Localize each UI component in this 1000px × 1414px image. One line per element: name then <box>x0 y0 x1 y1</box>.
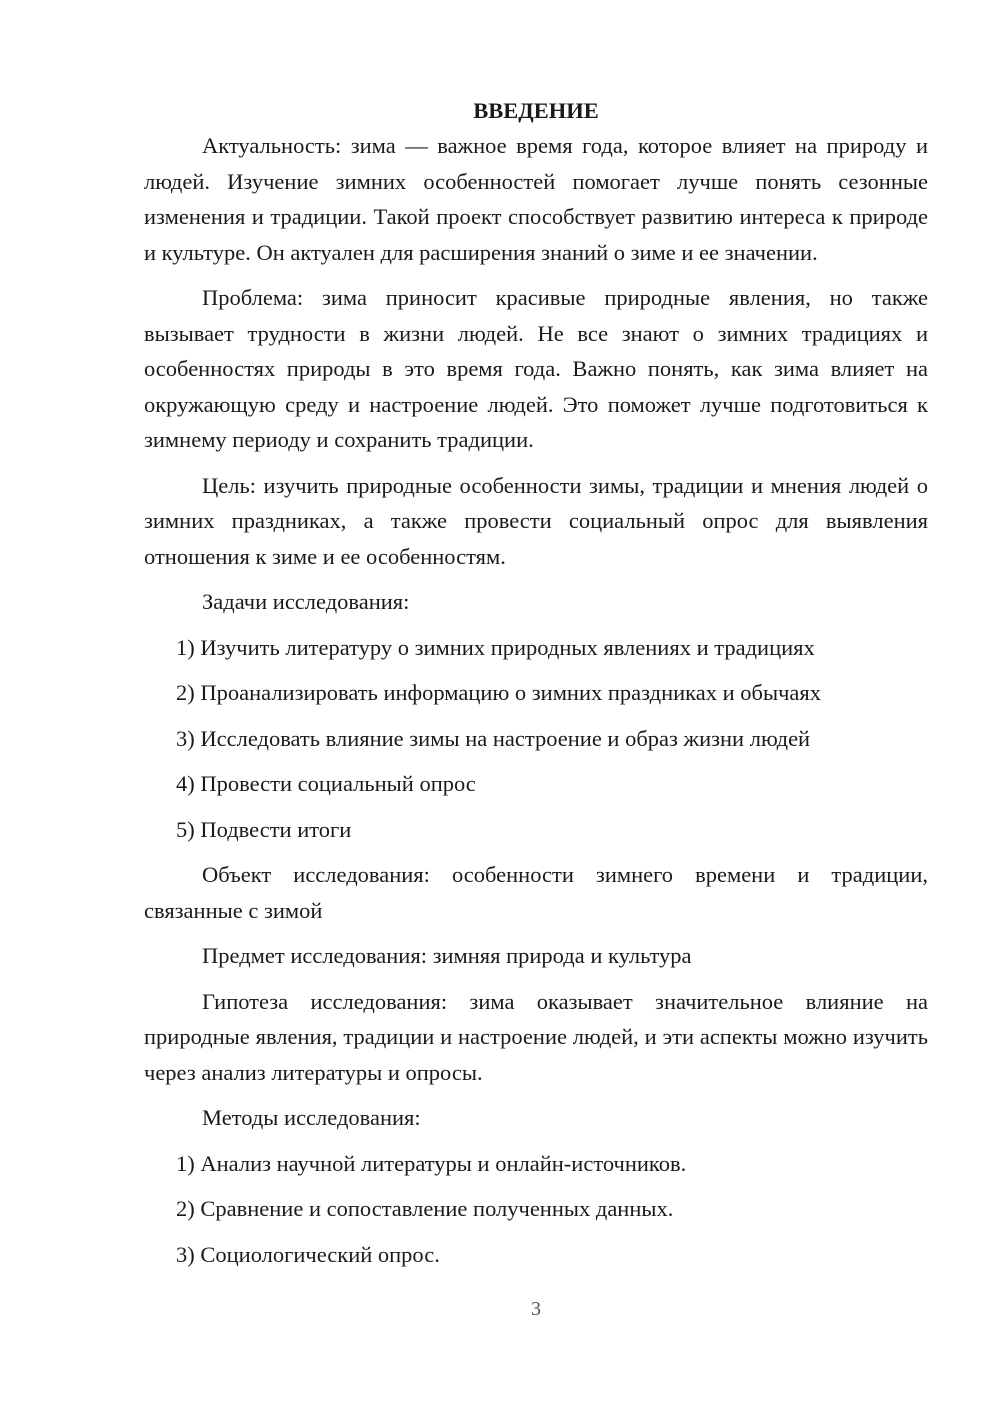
problem-paragraph: Проблема: зима приносит красивые природные явления, но также вызывает трудности в жизни людей. Не все знают о зимних традициях и особенностях природы в это время года. Важно понять, как зима влияет на окружающую среду и настроение людей. Это поможет лучше подготовиться к зимнему периоду и сохранить традиции. <box>144 285 928 452</box>
list-item: 3) Исследовать влияние зимы на настроение и образ жизни людей <box>176 725 811 751</box>
page-number: 3 <box>531 1298 541 1320</box>
list-item: 1) Анализ научной литературы и онлайн-источников. <box>176 1150 687 1176</box>
list-item: 1) Изучить литературу о зимних природных явлениях и традициях <box>176 634 815 660</box>
tasks-title: Задачи исследования: <box>202 589 410 614</box>
list-item: 2) Сравнение и сопоставление полученных данных. <box>176 1196 674 1221</box>
object-paragraph: Объект исследования: особенности зимнего времени и традиции, связанные с зимой <box>144 862 928 923</box>
list-item: 2) Проанализировать информацию о зимних праздниках и обычаях <box>176 680 822 705</box>
tasks-list <box>144 630 928 848</box>
list-item: 4) Провести социальный опрос <box>176 771 476 796</box>
subject-paragraph: Предмет исследования: зимняя природа и культура <box>202 943 692 968</box>
hypothesis-paragraph: Гипотеза исследования: зима оказывает значительное влияние на природные явления, традиции и настроение людей, и эти аспекты можно изучить через анализ литературы и опросы. <box>144 988 928 1085</box>
relevance-paragraph: Актуальность: зима — важное время года, которое влияет на природу и людей. Изучение зимних особенностей помогает лучше понять сезонные изменения и традиции. Такой проект способствует развитию интереса к природе и культуре. Он актуален для расширения знаний о зиме и ее значении. <box>144 133 928 265</box>
list-item: 3) Социологический опрос. <box>176 1241 440 1267</box>
methods-title: Методы исследования: <box>202 1105 421 1130</box>
goal-paragraph: Цель: изучить природные особенности зимы, традиции и мнения людей о зимних праздниках, а также провести социальный опрос для выявления отношения к зиме и ее особенностям. <box>144 472 928 569</box>
methods-list <box>144 1146 928 1273</box>
list-item: 5) Подвести итоги <box>176 816 352 842</box>
page-title: ВВЕДЕНИЕ <box>473 98 599 123</box>
document-content <box>144 96 928 1282</box>
